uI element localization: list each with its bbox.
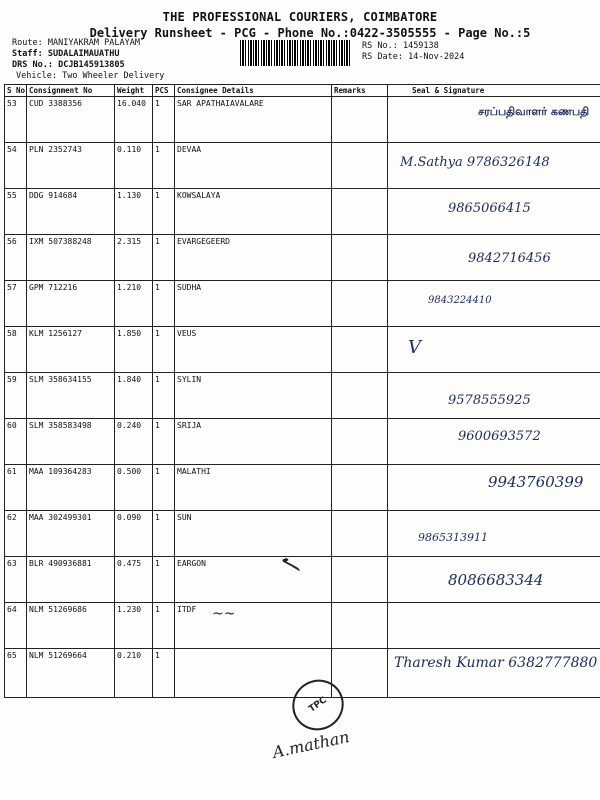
cell-weight: 1.230 [115,603,153,649]
cell-consignment: KLM 1256127 [27,327,115,373]
cell-consignment: SLM 358634155 [27,373,115,419]
cell-weight: 16.040 [115,97,153,143]
cell-pcs: 1 [153,143,175,189]
signature-text: 9578555925 [448,393,531,408]
cell-signature [388,511,600,557]
table-row [5,373,600,419]
header-sno: S No [5,85,27,97]
signature-text: V [408,337,421,358]
barcode [240,40,350,66]
pen-scribble-mark: ~~ [212,606,236,622]
cell-weight: 0.500 [115,465,153,511]
cell-pcs: 1 [153,557,175,603]
vehicle-line [16,71,164,82]
rs-no-line [362,41,439,52]
rs-no-label: RS No.: [362,41,398,51]
cell-pcs: 1 [153,281,175,327]
cell-consignee: DEVAA [175,143,332,189]
table-row [5,603,600,649]
cell-remarks [332,419,388,465]
cell-weight: 0.090 [115,511,153,557]
cell-sno: 60 [5,419,27,465]
cell-weight: 1.840 [115,373,153,419]
table-row [5,511,600,557]
cell-consignment: NLM 51269664 [27,649,115,698]
table-row [5,327,600,373]
route-line [12,38,140,49]
cell-remarks [332,465,388,511]
table-row [5,97,600,143]
vehicle-value: Two Wheeler Delivery [62,71,165,81]
cell-pcs: 1 [153,97,175,143]
cell-pcs: 1 [153,327,175,373]
header-weight: Weight [115,85,153,97]
delivery-seal-stamp: TPC [282,670,353,741]
rs-date-value: 14-Nov-2024 [408,52,465,62]
cell-signature [388,649,600,698]
table-row [5,281,600,327]
drs-label: DRS No.: [12,60,53,70]
cell-remarks [332,327,388,373]
cell-weight: 1.210 [115,281,153,327]
cell-consignee: SRIJA [175,419,332,465]
cell-signature [388,557,600,603]
pen-stroke-mark: ✓ [271,548,307,578]
signature-text: 9843224410 [428,295,492,306]
cell-consignment: BLR 490936881 [27,557,115,603]
cell-sno: 58 [5,327,27,373]
signature-text: Tharesh Kumar 6382777880 [394,655,598,671]
cell-pcs: 1 [153,373,175,419]
cell-weight: 0.210 [115,649,153,698]
runsheet-subtitle: Delivery Runsheet - PCG - Phone No.:0422-3505555 - Page No.:5 [89,26,531,40]
runsheet-table [4,84,600,698]
header-signature: Seal & Signature [388,85,600,97]
staff-label: Staff: [12,49,43,59]
cell-pcs: 1 [153,465,175,511]
cell-remarks [332,281,388,327]
signature-text: 9865313911 [418,531,488,544]
cell-signature [388,373,600,419]
cell-consignment: PLN 2352743 [27,143,115,189]
final-signature: A.mathan [270,727,352,762]
cell-consignment: IXM 507388248 [27,235,115,281]
cell-weight: 0.240 [115,419,153,465]
cell-sno: 65 [5,649,27,698]
signature-text: 9943760399 [488,473,584,491]
cell-signature [388,97,600,143]
table-row [5,465,600,511]
cell-consignee: KOWSALAYA [175,189,332,235]
table-row [5,235,600,281]
table-row [5,419,600,465]
cell-sno: 54 [5,143,27,189]
cell-sno: 64 [5,603,27,649]
cell-remarks [332,373,388,419]
cell-remarks [332,603,388,649]
cell-consignee: SUDHA [175,281,332,327]
cell-remarks [332,143,388,189]
cell-pcs: 1 [153,649,175,698]
route-label: Route: [12,38,43,48]
rs-date-line [362,52,464,63]
cell-weight: 0.475 [115,557,153,603]
cell-consignee: SYLIN [175,373,332,419]
cell-consignee: SUN [175,511,332,557]
signature-text: 8086683344 [448,571,544,589]
cell-consignee: EVARGEGEERD [175,235,332,281]
rs-date-label: RS Date: [362,52,403,62]
staff-value: SUDALAIMAUATHU [47,49,120,59]
vehicle-label: Vehicle: [16,71,57,81]
cell-consignment: GPM 712216 [27,281,115,327]
cell-remarks [332,511,388,557]
cell-signature [388,281,600,327]
cell-weight: 0.110 [115,143,153,189]
cell-weight: 2.315 [115,235,153,281]
cell-sno: 56 [5,235,27,281]
header-pcs: PCS [153,85,175,97]
signature-text: M.Sathya 9786326148 [400,155,550,170]
cell-signature [388,465,600,511]
cell-weight: 1.130 [115,189,153,235]
cell-pcs: 1 [153,189,175,235]
cell-consignment: NLM 51269686 [27,603,115,649]
drs-line [12,60,125,71]
company-title: THE PROFESSIONAL COURIERS, COIMBATORE [162,10,438,24]
cell-sno: 59 [5,373,27,419]
table-header-row [5,85,600,97]
cell-pcs: 1 [153,419,175,465]
cell-sno: 55 [5,189,27,235]
cell-remarks [332,189,388,235]
table-row [5,189,600,235]
cell-consignment: MAA 302499301 [27,511,115,557]
cell-signature [388,189,600,235]
cell-consignment: MAA 109364283 [27,465,115,511]
cell-remarks [332,97,388,143]
cell-consignee: MALATHI [175,465,332,511]
drs-value: DCJB145913805 [58,60,125,70]
cell-consignee: EARGON [175,557,332,603]
cell-consignee: SAR APATHAIAVALARE [175,97,332,143]
header-consignee: Consignee Details [175,85,332,97]
cell-signature [388,419,600,465]
table-row [5,143,600,189]
cell-signature [388,603,600,649]
cell-weight: 1.850 [115,327,153,373]
cell-consignee: VEUS [175,327,332,373]
cell-consignment: SLM 358583498 [27,419,115,465]
cell-remarks [332,235,388,281]
cell-signature [388,143,600,189]
cell-signature [388,327,600,373]
cell-sno: 61 [5,465,27,511]
cell-consignment: DDG 914684 [27,189,115,235]
cell-sno: 62 [5,511,27,557]
cell-consignment: CUD 3388356 [27,97,115,143]
route-value: MANIYAKRAM PALAYAM [47,38,140,48]
cell-pcs: 1 [153,235,175,281]
cell-pcs: 1 [153,511,175,557]
signature-text: 9842716456 [468,251,551,266]
cell-pcs: 1 [153,603,175,649]
header-remarks: Remarks [332,85,388,97]
signature-text: 9865066415 [448,201,531,216]
cell-sno: 53 [5,97,27,143]
signature-text: 9600693572 [458,429,541,444]
cell-signature [388,235,600,281]
cell-sno: 63 [5,557,27,603]
header-consignment: Consignment No [27,85,115,97]
signature-text: சரப்பதிவாளர் கணபதி [478,105,590,118]
cell-remarks [332,557,388,603]
cell-sno: 57 [5,281,27,327]
rs-no-value: 1459138 [402,41,439,51]
cell-consignee: ITDF [175,603,332,649]
staff-line [12,49,120,60]
